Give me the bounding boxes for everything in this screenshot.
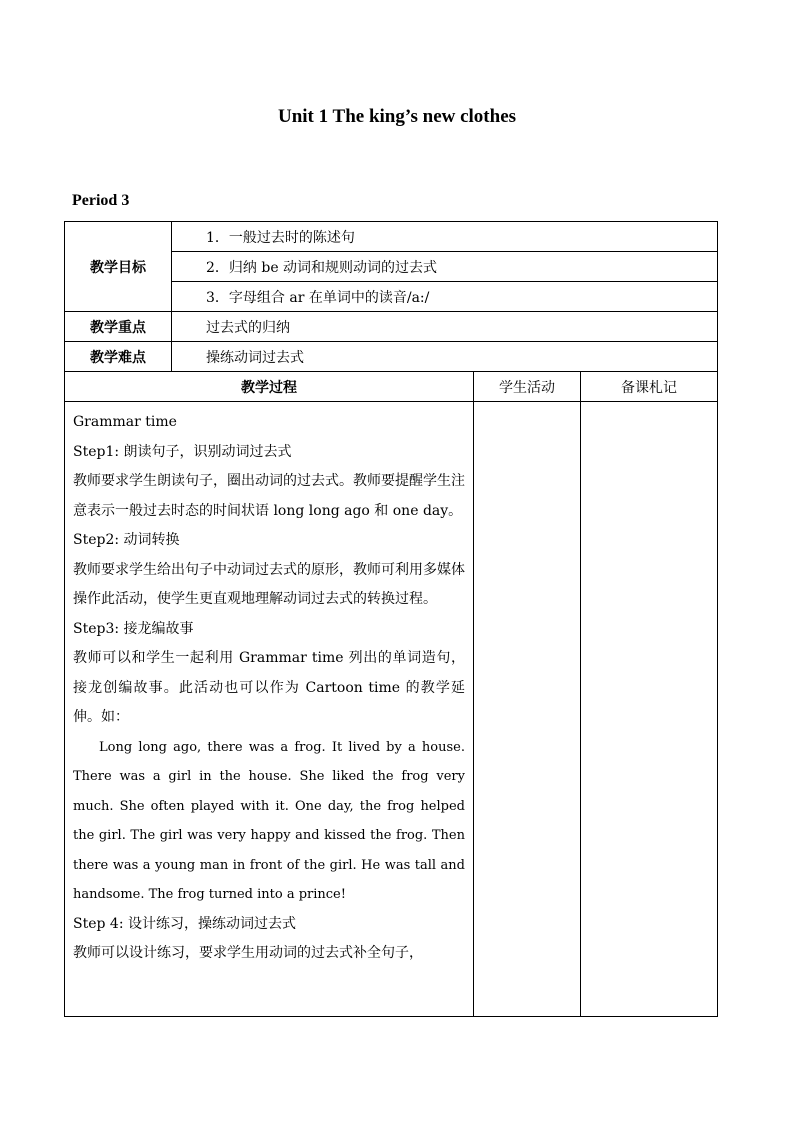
key-point-value: 过去式的归纳 [172,312,718,342]
example-story: Long long ago, there was a frog. It lived by a house. There was a girl in the house. She liked the frog very much. She often played with it. One day, the frog helped the girl. The girl was very happy and kissed the frog. Then there was a young man in front of the girl. He was tall and handsome. The frog turned into a prince! [73,739,465,902]
step3-body: 教师可以和学生一起利用 Grammar time 列出的单词造句，接龙创编故事。此活动也可以作为 Cartoon time 的教学延伸。如： [73,650,465,725]
student-activity-header: 学生活动 [474,372,581,402]
step1-body: 教师要求学生朗读句子，圈出动词的过去式。教师要提醒学生注意表示一般过去时态的时间状语 long long ago 和 one day。 [73,473,465,519]
objective-item-1: 1．一般过去时的陈述句 [172,222,718,252]
process-header-row [65,372,718,402]
student-activity-cell [474,402,581,1017]
lesson-plan-table [64,221,718,1017]
document-title: Unit 1 The king’s new clothes [277,106,517,127]
period-label: Period 3 [72,192,130,209]
step4-body: 教师可以设计练习，要求学生用动词的过去式补全句子， [73,945,423,961]
key-point-label: 教学重点 [65,312,172,342]
step2-body: 教师要求学生给出句子中动词过去式的原形，教师可利用多媒体操作此活动，使学生更直观地理解动词过去式的转换过程。 [73,561,465,607]
key-point-row [65,312,718,342]
step2-title: Step2: 动词转换 [73,532,180,548]
objective-item-3: 3．字母组合 ar 在单词中的读音/a:/ [172,282,718,312]
grammar-heading: Grammar time [73,414,177,430]
process-content [65,402,474,1017]
difficulty-row [65,342,718,372]
step3-title: Step3: 接龙编故事 [73,620,194,637]
process-header: 教学过程 [65,372,474,402]
objectives-row-1 [65,222,718,252]
difficulty-value: 操练动词过去式 [172,342,718,372]
step4-title: Step 4: 设计练习，操练动词过去式 [73,915,296,932]
process-body-row [65,402,718,1017]
notes-cell [581,402,718,1017]
difficulty-label: 教学难点 [65,342,172,372]
step1-title: Step1: 朗读句子，识别动词过去式 [73,443,292,460]
objective-item-2: 2．归纳 be 动词和规则动词的过去式 [172,252,718,282]
notes-header: 备课札记 [581,372,718,402]
objectives-label: 教学目标 [65,222,172,312]
